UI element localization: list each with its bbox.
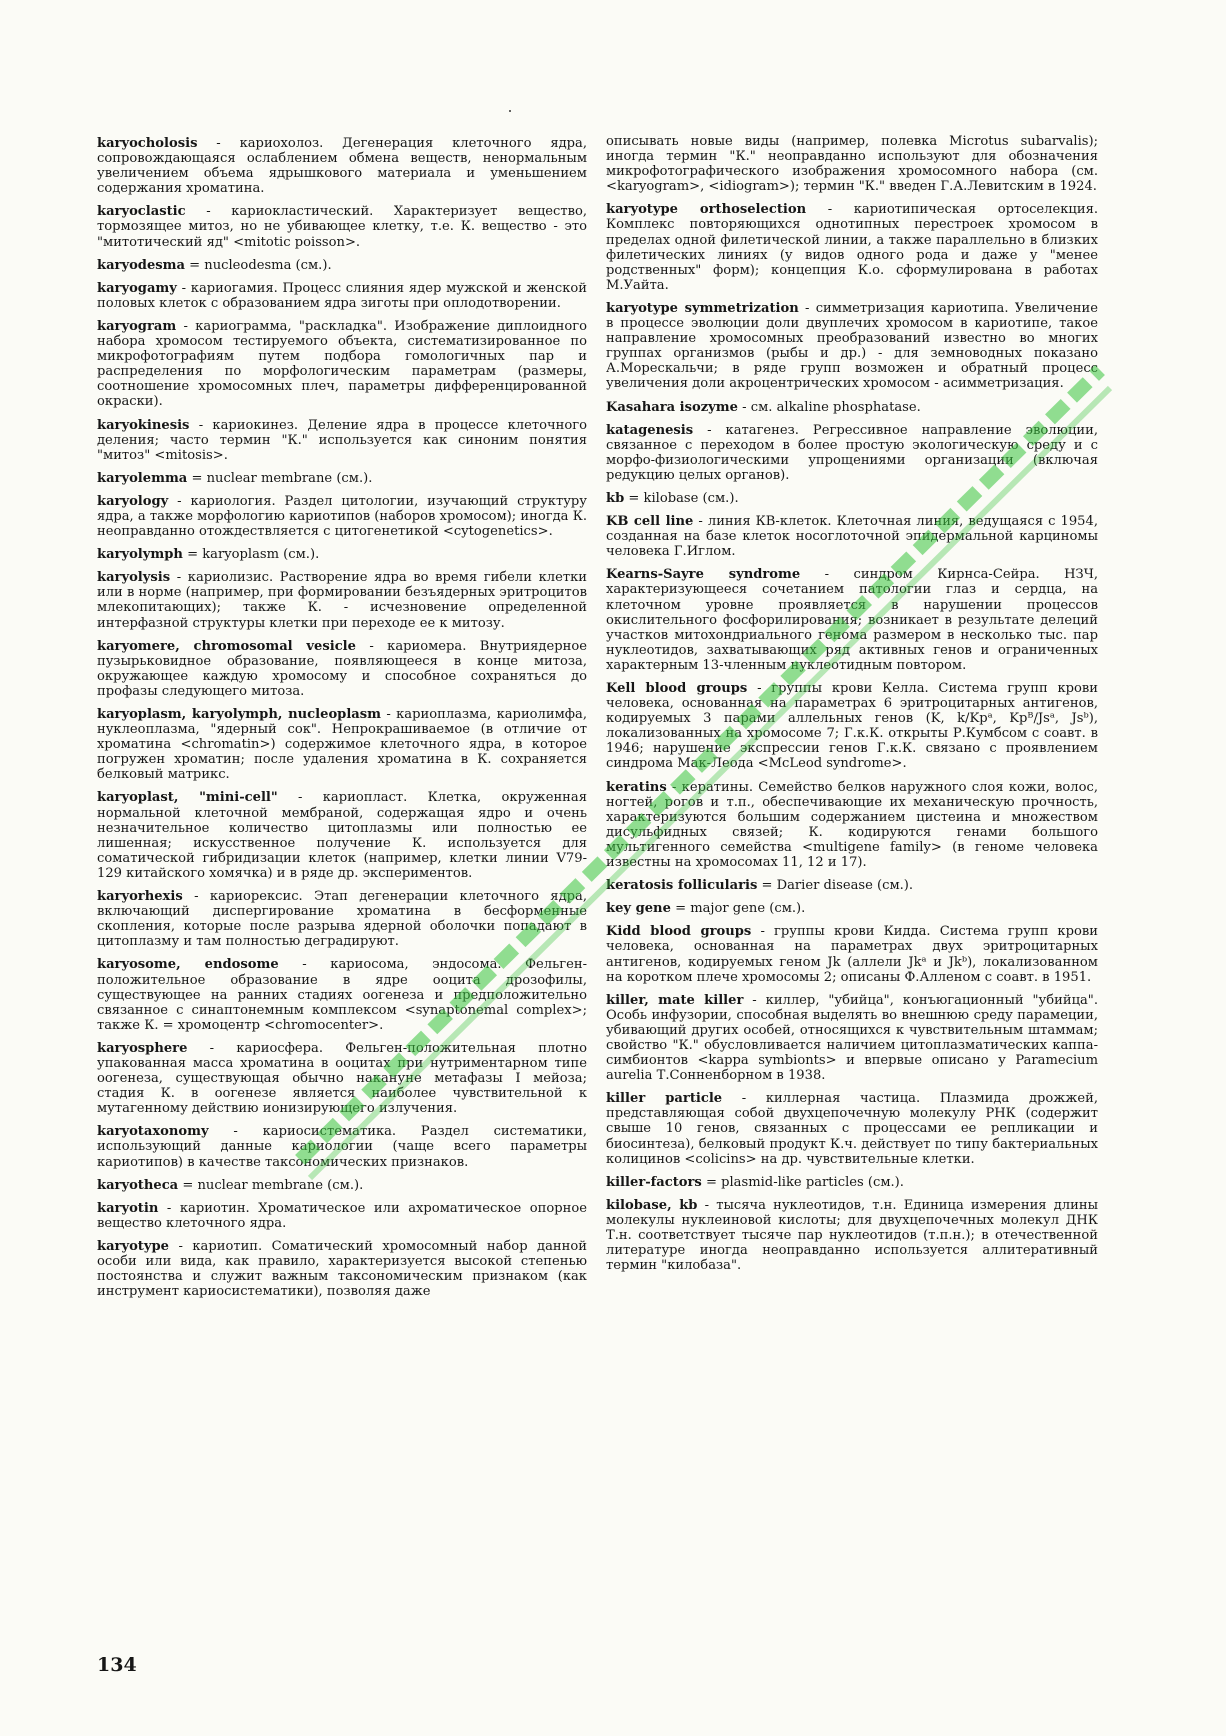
entry-definition: - кариотип. Соматический хромосомный набор данной особи или вида, как правило, характеризуется высокой степенью постоянства и служит важным таксономическим признаком (как инструмент кариосистематики), позволяя даже — [97, 1238, 587, 1300]
dictionary-entry — [606, 491, 1098, 506]
entry-definition: - кариокинез. Деление ядра в процессе клеточного деления; часто термин "К." используется как синоним понятия "митоз" <mitosis>. — [97, 417, 587, 463]
entry-term: kb — [606, 490, 625, 506]
entry-term: karyocholosis — [97, 136, 198, 151]
entry-term: keratosis follicularis — [606, 878, 758, 894]
entry-term: karyokinesis — [97, 417, 190, 433]
dictionary-entry — [606, 993, 1098, 1084]
entry-definition: = nuclear membrane (см.). — [178, 1177, 364, 1193]
entry-definition: - см. alkaline phosphatase. — [737, 399, 921, 415]
entry-term: karyosphere — [97, 1040, 188, 1056]
dictionary-entry — [606, 567, 1098, 673]
entry-definition: - кариомера. Внутриядерное пузырьковидное образование, появляющееся в конце митоза, окружающее каждую хромосому и способное сохраняться до профазы следующего митоза. — [97, 638, 587, 699]
entry-definition: - кариосома, эндосома. Фельген-положительное образование в ядре ооцита дрозофилы, существующее на ранних стадиях оогенеза и предположительно связанное с синаптонемным комплексом <synaptonemal complex>; также К. = хромоцентр <chromocenter>. — [97, 957, 588, 1033]
dictionary-entry — [606, 514, 1098, 559]
dictionary-entry — [606, 202, 1098, 293]
entry-definition: - кератины. Семейство белков наружного слоя кожи, волос, ногтей, рогов и т.п., обеспечивающие их механическую прочность, характеризуются большим содержанием цистеина и множеством дисульфидных связей; К. кодируются генами большого мультигенного семейства <multigene family> (в геноме человека известны на хромосомах 11, 12 и 17). — [606, 779, 1098, 871]
dictionary-entry — [606, 878, 1098, 893]
dictionary-entry — [97, 1239, 587, 1299]
dictionary-entry — [606, 301, 1098, 392]
dictionary-entry — [97, 281, 587, 311]
entry-definition: - киллерная частица. Плазмида дрожжей, представляющая собой двухцепочечную молекулу РНК (содержит свыше 10 генов, связанных с процессами ее репликации и биосинтеза), белковый продукт К.ч. действует по типу бактериальных колицинов <colicins> на др. чувствительные клетки. — [606, 1091, 1098, 1167]
entry-definition: - группы крови Кидда. Система групп крови человека, основанная на параметрах двух эритроцитарных антигенов, кодируемых геном Jk (аллели Jkᵃ и Jkᵇ), локализованном на коротком плече хромосомы 2; описаны Ф.Алленом с соавт. в 1951. — [606, 924, 1098, 985]
entry-definition: - кариокластический. Характеризует вещество, тормозящее митоз, но не убивающее клетку, т.е. К. вещество - это "митотический яд" <mitotic poisson>. — [97, 204, 587, 250]
entry-term: karyoclastic — [97, 204, 186, 220]
entry-term: karyotype orthoselection — [606, 202, 807, 218]
entry-term: karyolemma — [97, 470, 188, 486]
entry-term: karyotype — [97, 1238, 169, 1254]
dictionary-entry — [97, 1041, 587, 1116]
right-column — [606, 134, 1098, 1281]
dictionary-entry — [606, 1091, 1098, 1166]
dictionary-entry — [97, 204, 587, 249]
entry-definition: - симметризация кариотипа. Увеличение в процессе эволюции доли двуплечих хромосом в кариотипе, такое направление хромосомных преобразований известно во многих группах организмов (рыбы и др.) - для земноводных показано А.Морескальчи; в ряде групп возможен и обратный процесс увеличения доли акроцентрических хромосом - асимметризация. — [606, 300, 1099, 392]
entry-term: KB cell line — [606, 514, 694, 530]
entry-term: karyoplast, "mini-cell" — [97, 790, 278, 806]
dictionary-entry — [97, 1124, 587, 1169]
entry-definition: = major gene (см.). — [670, 901, 806, 917]
dictionary-entry — [97, 258, 587, 273]
dictionary-entry — [97, 319, 587, 410]
entry-definition: - кариотипическая ортоселекция. Комплекс повторяющихся однотипных перестроек хромосом в пределах одной филетической линии, а также параллельно в близких филетических линиях (у видов одного рода и даже у "менее родственных" форм); концепция К.о. сформулирована в работах М.Уайта. — [606, 202, 1099, 293]
entry-term: killer-factors — [606, 1174, 702, 1190]
entry-definition: - кариоплазма, кариолимфа, нуклеоплазма, "ядерный сок". Непрокрашиваемое (в отличие от хроматина <chromatin>) содержимое клеточного ядра, в которое погружен хроматин; после удаления хроматина в К. сохраняется белковый матрикс. — [97, 707, 587, 783]
entry-term: karyolysis — [97, 570, 171, 586]
dictionary-entry — [97, 957, 587, 1032]
entry-definition: - кариосистематика. Раздел систематики, использующий данные кариологии (чаще всего параметры кариотипов) в качестве таксономических признаков. — [97, 1124, 587, 1170]
entry-term: karyology — [97, 493, 169, 509]
entry-definition: = nuclear membrane (см.). — [187, 470, 373, 486]
entry-term: karyolymph — [97, 547, 183, 563]
entry-term: karyomere, chromosomal vesicle — [97, 638, 356, 654]
entry-definition: - кариограмма, "раскладка". Изображение диплоидного набора хромосом тестируемого объекта, систематизированное по микрофотографиям путем подбора гомологичных пар и распределения по морфологическим параметрам (размеры, соотношение хромосомных плеч, параметры дифференцированной окраски). — [97, 318, 587, 410]
dictionary-entry — [606, 423, 1098, 483]
entry-definition: - кариохолоз. Дегенерация клеточного ядра, сопровождающаяся ослаблением обмена веществ, ненормальным увеличением объема ядрышкового материала и уменьшением содержания хроматина. — [97, 136, 587, 197]
entry-definition: = plasmid-like particles (см.). — [701, 1174, 904, 1190]
dictionary-entry — [606, 400, 1098, 415]
dictionary-entry — [97, 1178, 587, 1193]
entry-term: karyoplasm, karyolymph, nucleoplasm — [97, 707, 382, 722]
entry-term: karyorhexis — [97, 889, 183, 905]
dictionary-entry — [97, 1201, 587, 1231]
entry-definition: = nucleodesma (см.). — [185, 257, 332, 273]
dictionary-entry — [606, 1175, 1098, 1190]
entry-definition: - группы крови Келла. Система групп крови человека, основанная на параметрах 6 эритроцитарных антигенов, кодируемых 3 парами аллельных генов (K, k/Kpᵃ, Kpᴮ/Jsᵃ, Jsᵇ), локализованных на хромосоме 7; Г.к.К. открыты Р.Кумбсом с соавт. в 1946; нарушение экспрессии генов Г.к.К. связано с проявлением синдрома Мак-Леода <McLeod syndrome>. — [606, 681, 1098, 772]
page-number: 134 — [97, 1654, 137, 1676]
entry-definition: - кариорексис. Этап дегенерации клеточного ядра, включающий диспергирование хроматина в бесформенные скопления, которые после разрыва ядерной оболочки попадают в цитоплазму и там полностью деградируют. — [97, 889, 587, 950]
entry-term: Kearns-Sayre syndrome — [606, 567, 801, 583]
dictionary-entry — [97, 136, 587, 196]
entry-term: Kidd blood groups — [606, 924, 752, 940]
entry-term: karyotype symmetrization — [606, 300, 799, 316]
left-column — [97, 136, 587, 1307]
entry-definition: - кариотин. Хроматическое или ахроматическое опорное вещество клеточного ядра. — [97, 1200, 587, 1231]
entry-term: karyotheca — [97, 1177, 179, 1193]
entry-definition: - катагенез. Регрессивное направление эволюции, связанное с переходом в более простую экологическую среду и с морфо-физиологическими упрощениями организации (включая редукцию целых органов). — [606, 422, 1098, 483]
entry-definition: = karyoplasm (см.). — [182, 547, 320, 563]
dictionary-entry — [97, 494, 587, 539]
entry-term: karyodesma — [97, 257, 185, 273]
dictionary-entry — [606, 1198, 1098, 1273]
entry-term: keratins — [606, 779, 667, 795]
entry-term: karyosome, endosome — [97, 957, 279, 973]
entry-term: karyotaxonomy — [97, 1124, 209, 1140]
dictionary-entry — [606, 134, 1098, 194]
entry-definition: - кариосфера. Фельген-положительная плотно упакованная масса хроматина в ооцитах при нутриментарном типе оогенеза, существующая обычно накануне метафазы I мейоза; стадия К. в оогенезе является наиболее чувствительной к мутагенному действию ионизирующего излучения. — [97, 1040, 587, 1117]
dictionary-entry — [97, 547, 587, 562]
entry-term: Kasahara isozyme — [606, 399, 738, 415]
entry-definition: - кариолизис. Растворение ядра во время гибели клетки или в норме (например, при формировании безъядерных эритроцитов млекопитающих); также К. - исчезновение определенной интерфазной структуры клетки при переходе ее к митозу. — [97, 570, 587, 631]
entry-definition: - синдром Кирнса-Сейра. НЗЧ, характеризующееся сочетанием патологии глаз и сердца, на клеточном уровне проявляется в нарушении процессов окислительного фосфорилирования; возникает в результате делеций участков митохондриального генома размером в несколько тыс. пар нуклеотидов, захватывающих ряд активных генов и ограниченных характерным 13-членным нуклеотидным повтором. — [606, 567, 1098, 673]
entry-term: Kell blood groups — [606, 681, 748, 696]
dictionary-entry — [97, 889, 587, 949]
scan-speck — [509, 110, 511, 112]
entry-term: karyotin — [97, 1200, 159, 1216]
dictionary-entry — [97, 707, 587, 782]
entry-term: killer, mate killer — [606, 992, 744, 1008]
dictionary-entry — [97, 790, 587, 881]
entry-term: katagenesis — [606, 422, 694, 438]
entry-definition: описывать новые виды (например, полевка Microtus subarvalis); иногда термин "К." неоправданно используют для обозначения микрофотографического изображения хромосомного набора (см. <karyogram>, <idiogram>); термин "К." введен Г.А.Левитским в 1924. — [606, 134, 1098, 195]
dictionary-entry — [606, 924, 1098, 984]
entry-definition: - линия КВ-клеток. Клеточная линия, ведущаяся с 1954, созданная на базе клеток носоглоточной эпидермальной карциномы человека Г.Иглом. — [606, 514, 1098, 560]
entry-term: killer particle — [606, 1091, 723, 1107]
entry-definition: - тысяча нуклеотидов, т.н. Единица измерения длины молекулы нуклеиновой кислоты; для двухцепочечных молекул ДНК Т.н. соответствует тысяче пар нуклеотидов (т.п.н.); в отечественной литературе иногда неоправданно используется аллитеративный термин "килобаза". — [606, 1197, 1098, 1274]
dictionary-entry — [97, 570, 587, 630]
entry-definition: = kilobase (см.). — [624, 490, 739, 506]
dictionary-entry — [606, 780, 1098, 871]
entry-definition: - кариогамия. Процесс слияния ядер мужской и женской половых клеток с образованием ядра зиготы при оплодотворении. — [97, 280, 587, 311]
entry-definition: = Darier disease (см.). — [757, 878, 914, 894]
entry-term: kilobase, kb — [606, 1197, 698, 1213]
entry-definition: - кариопласт. Клетка, окруженная нормальной клеточной мембраной, содержащая ядро и очень незначительное количество цитоплазмы или полностью ее лишенная; искусственное получение К. используется для соматической гибридизации клеток (например, клетки линии V79-129 китайского хомячка) и в ряде др. экспериментов. — [97, 790, 587, 881]
entry-term: karyogram — [97, 318, 177, 334]
dictionary-entry — [606, 901, 1098, 916]
dictionary-entry — [97, 639, 587, 699]
entry-definition: - киллер, "убийца", конъюгационный "убийца". Особь инфузории, способная выделять во внешнюю среду парамеции, убивающий других особей, относящихся к чувствительным штаммам; свойство "К." обусловливается наличием цитоплазматических каппа-симбионтов <kappa symbionts> и впервые описано у Paramecium aurelia Т.Сонненборном в 1938. — [606, 992, 1098, 1084]
entry-definition: - кариология. Раздел цитологии, изучающий структуру ядра, а также морфологию кариотипов (наборов хромосом); иногда К. неоправданно отождествляется с цитогенетикой <cytogenetics>. — [97, 493, 587, 540]
dictionary-entry — [97, 471, 587, 486]
dictionary-entry — [97, 418, 587, 463]
dictionary-entry — [606, 681, 1098, 772]
entry-term: key gene — [606, 901, 671, 917]
entry-term: karyogamy — [97, 280, 177, 296]
